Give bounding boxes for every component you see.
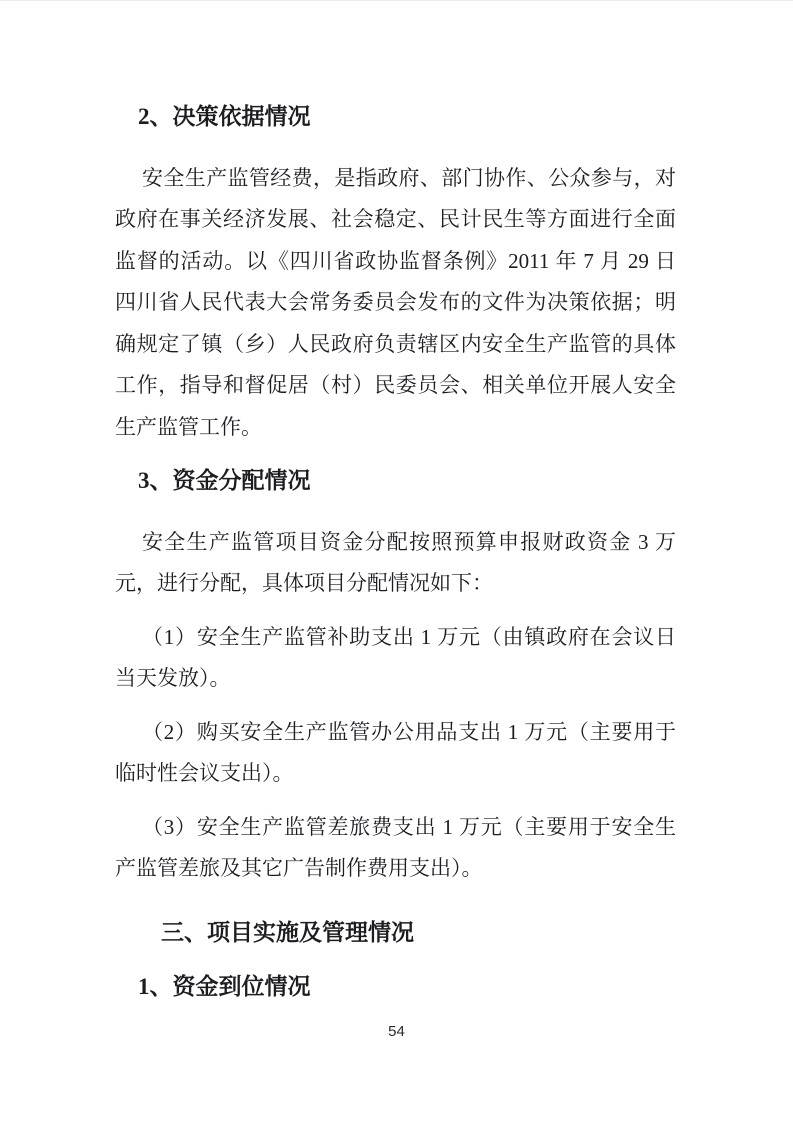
document-content	[115, 96, 676, 1008]
page-number: 54	[388, 1023, 405, 1040]
text-line: 临时性会议支出）。	[115, 761, 294, 785]
text-line: 产监管差旅及其它广告制作费用支出）。	[115, 856, 483, 880]
heading-2-decision-basis: 2、决策依据情况	[138, 104, 311, 129]
paragraph-item-3-travel	[115, 807, 676, 890]
heading-section-3-implementation-management: 三、项目实施及管理情况	[161, 918, 414, 945]
paragraph-item-1-subsidy	[115, 617, 676, 700]
text-line: 元，进行分配，具体项目分配情况如下：	[115, 571, 493, 595]
text-line: 政府在事关经济发展、社会稳定、民计民生等方面进行全面	[115, 207, 676, 231]
text-line: 四川省人民代表大会常务委员会发布的文件为决策依据；明	[115, 290, 676, 314]
heading-3-fund-allocation: 3、资金分配情况	[138, 468, 311, 493]
text-line: 安全生产监管经费，是指政府、部门协作、公众参与，对	[142, 165, 676, 190]
text-line: （2）购买安全生产监管办公用品支出 1 万元（主要用于	[142, 719, 676, 744]
text-line: 工作，指导和督促居（村）民委员会、相关单位开展人安全	[115, 373, 676, 397]
heading-1-fund-availability: 1、资金到位情况	[138, 974, 311, 999]
text-line: （1）安全生产监管补助支出 1 万元（由镇政府在会议日	[142, 624, 676, 649]
paragraph-fund-allocation	[115, 522, 676, 605]
text-line: 监督的活动。以《四川省政协监督条例》2011 年 7 月 29 日	[115, 248, 676, 273]
text-line: 生产监管工作。	[115, 414, 262, 439]
text-line: 确规定了镇（乡）人民政府负责辖区内安全生产监管的具体	[115, 331, 676, 356]
page-footer	[0, 1023, 793, 1040]
text-line: 安全生产监管项目资金分配按照预算申报财政资金 3 万	[142, 529, 676, 554]
paragraph-item-2-office-supplies	[115, 712, 676, 795]
text-line: （3）安全生产监管差旅费支出 1 万元（主要用于安全生	[142, 814, 676, 839]
text-line: 当天发放）。	[115, 666, 231, 690]
paragraph-decision-basis	[115, 158, 676, 449]
